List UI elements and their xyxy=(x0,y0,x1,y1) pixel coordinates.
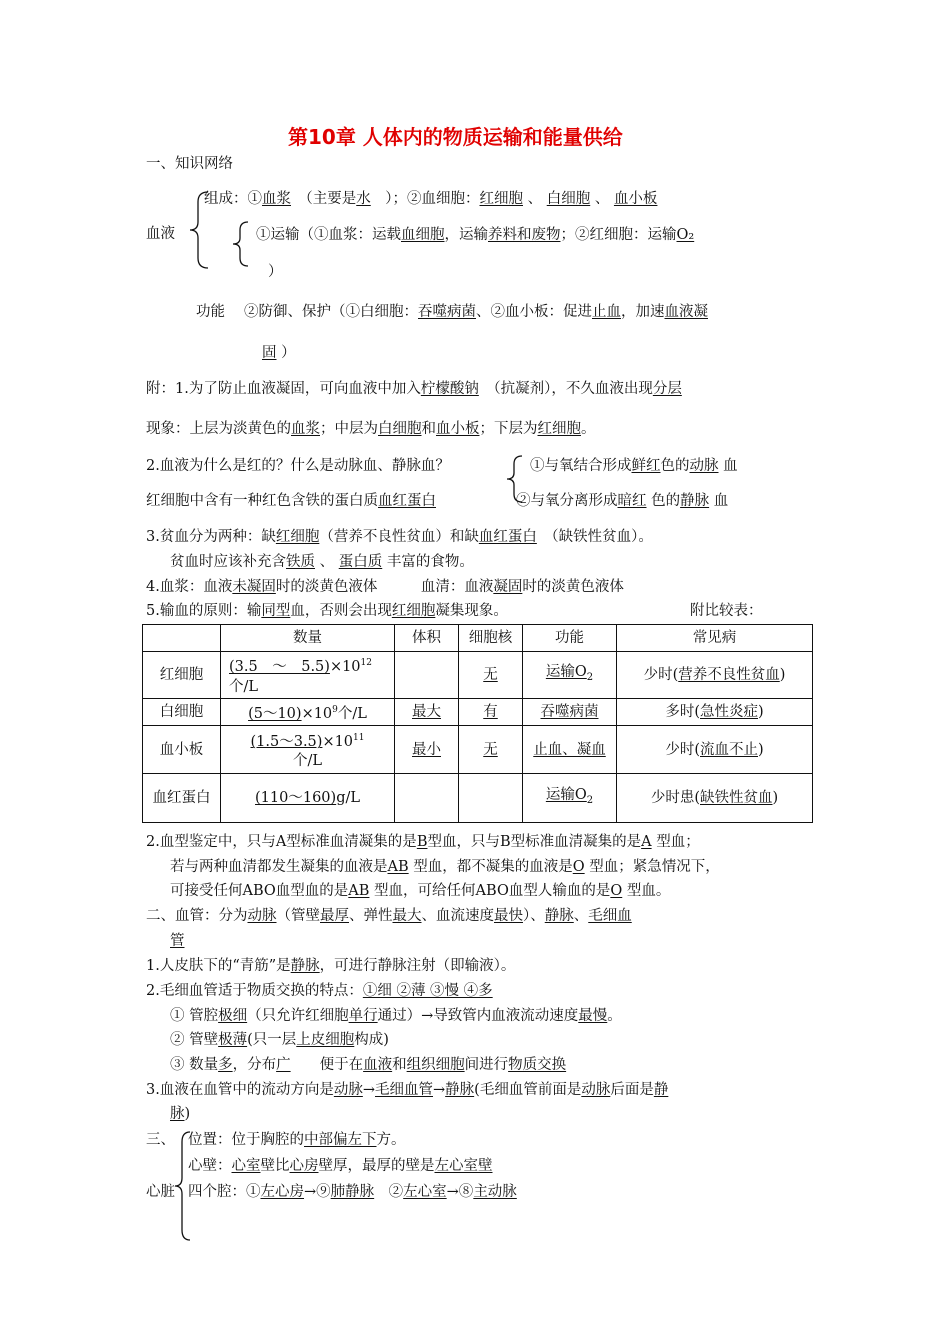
vessels-point-2: ② 管壁极薄(只一层上皮细胞构成) xyxy=(170,1032,389,1048)
vessels-heading: 二、血管：分为动脉（管壁最厚、弹性最大、血流速度最快）、静脉、毛细血 xyxy=(146,908,632,924)
vessels-q3: 3.血液在血管中的流动方向是动脉→毛细血管→静脉(毛细血管前面是动脉后面是静 xyxy=(146,1082,669,1098)
row-nucleus xyxy=(459,774,523,823)
table-row xyxy=(143,699,813,726)
blood-defense: ②防御、保护（①白细胞：吞噬病菌、②血小板：促进止血，加速血液凝 xyxy=(244,304,708,320)
blood-label: 血液 xyxy=(146,226,175,242)
table-row xyxy=(143,652,813,699)
table-header-row xyxy=(143,625,813,652)
note-anticoagulant: 附：1.为了防止血液凝固，可向血液中加入柠檬酸钠 （抗凝剂），不久血液出现分层 xyxy=(146,381,682,397)
row-count: $(5\sim 10)\times 10^9$个/L xyxy=(221,699,395,726)
row-volume: 最小 xyxy=(395,726,459,774)
blood-defense-cont: 固 ） xyxy=(262,345,296,361)
row-name: 血小板 xyxy=(143,726,221,774)
vessels-q2: 2.毛细血管适于物质交换的特点：①细 ②薄 ③慢 ④多 xyxy=(146,983,493,999)
blood-transport: ①运输（①血浆：运载血细胞，运输养料和废物；②红细胞：运输O₂ xyxy=(256,227,695,243)
row-function: 运输$O_2$ xyxy=(523,652,617,699)
row-volume xyxy=(395,652,459,699)
row-count: (3.5 ～ $5.5)\times 10^{12}$ 个/L xyxy=(221,652,395,699)
table-header: 体积 xyxy=(395,625,459,652)
table-header: 细胞核 xyxy=(459,625,523,652)
row-name: 红细胞 xyxy=(143,652,221,699)
note-transfusion: 5.输血的原则：输同型血，否则会出现红细胞凝集现象。 xyxy=(146,603,508,619)
row-disease: 少时(营养不良性贫血) xyxy=(617,652,813,699)
vessels-heading-cont: 管 xyxy=(170,933,185,949)
note-blood-type-3: 可接受任何ABO血型血的是AB 型血，可给任何ABO血型人输血的是O 型血。 xyxy=(170,883,671,899)
blood-transport-close: ） xyxy=(268,264,283,280)
row-nucleus: 无 xyxy=(459,652,523,699)
note-blood-type-2: 若与两种血清都发生凝集的血液是AB 型血，都不凝集的血液是O 型血；紧急情况下， xyxy=(170,859,720,875)
table-label: 附比较表： xyxy=(690,603,763,619)
row-function: 止血、凝血 xyxy=(523,726,617,774)
row-disease: 少时(流血不止) xyxy=(617,726,813,774)
row-nucleus: 有 xyxy=(459,699,523,726)
note-blood-red-question: 2.血液为什么是红的？什么是动脉血、静脉血？ xyxy=(146,458,450,474)
vessels-q3-cont: 脉) xyxy=(170,1106,191,1122)
table-row xyxy=(143,726,813,774)
note-plasma-serum: 4.血浆：血液未凝固时的淡黄色液体 血清：血液凝固时的淡黄色液体 xyxy=(146,579,624,595)
row-name: 血红蛋白 xyxy=(143,774,221,823)
section-knowledge-network: 一、知识网络 xyxy=(146,156,233,172)
row-volume: 最大 xyxy=(395,699,459,726)
note-blood-type-1: 2.血型鉴定中，只与A型标准血清凝集的是B型血，只与B型标准血清凝集的是A 型血； xyxy=(146,834,700,850)
table-header: 功能 xyxy=(523,625,617,652)
row-count: $(1.5\sim 3.5)\times 10^{11}$ 个/L xyxy=(221,726,395,774)
table-row xyxy=(143,774,813,823)
note-layers: 现象：上层为淡黄色的血浆；中层为白细胞和血小板；下层为红细胞。 xyxy=(146,421,596,437)
page-title: 第10章 人体内的物质运输和能量供给 xyxy=(288,125,623,149)
table-header xyxy=(143,625,221,652)
note-venous: ②与氧分离形成暗红 色的静脉 血 xyxy=(516,493,729,509)
note-anemia: 3.贫血分为两种：缺红细胞（营养不良性贫血）和缺血红蛋白 （缺铁性贫血）。 xyxy=(146,529,653,545)
blood-composition: 组成：①血浆 （主要是水 ）；②血细胞：红细胞 、 白细胞 、 血小板 xyxy=(204,191,658,207)
row-function: 运输$O_2$ xyxy=(523,774,617,823)
note-arterial: ①与氧结合形成鲜红色的动脉 血 xyxy=(530,458,738,474)
table-header: 常见病 xyxy=(617,625,813,652)
heart-section: 三、 xyxy=(146,1132,175,1148)
row-volume xyxy=(395,774,459,823)
function-label: 功能 xyxy=(196,304,225,320)
heart-position: 位置：位于胸腔的中部偏左下方。 xyxy=(188,1132,406,1148)
heart-wall: 心壁：心室壁比心房壁厚，最厚的壁是左心室壁 xyxy=(188,1158,493,1174)
row-name: 白细胞 xyxy=(143,699,221,726)
row-count: (110～160)g/L xyxy=(221,774,395,823)
table-header: 数量 xyxy=(221,625,395,652)
vessels-q1: 1.人皮肤下的“青筋”是静脉，可进行静脉注射（即输液）。 xyxy=(146,958,516,974)
note-hemoglobin: 红细胞中含有一种红色含铁的蛋白质血红蛋白 xyxy=(146,493,436,509)
vessels-point-3: ③ 数量多，分布广 便于在血液和组织细胞间进行物质交换 xyxy=(170,1057,567,1073)
blood-cell-comparison-table xyxy=(142,624,813,823)
row-nucleus: 无 xyxy=(459,726,523,774)
note-anemia-food: 贫血时应该补充含铁质 、 蛋白质 丰富的食物。 xyxy=(170,554,474,570)
vessels-point-1: ① 管腔极细（只允许红细胞单行通过）→导致管内血液流动速度最慢。 xyxy=(170,1008,622,1024)
function-brace xyxy=(230,220,254,268)
heart-chambers: 四个腔：①左心房→⑨肺静脉 ②左心室→⑧主动脉 xyxy=(188,1184,517,1200)
row-disease: 多时(急性炎症) xyxy=(617,699,813,726)
row-disease: 少时患(缺铁性贫血) xyxy=(617,774,813,823)
heart-label: 心脏 xyxy=(146,1184,175,1200)
row-function: 吞噬病菌 xyxy=(523,699,617,726)
